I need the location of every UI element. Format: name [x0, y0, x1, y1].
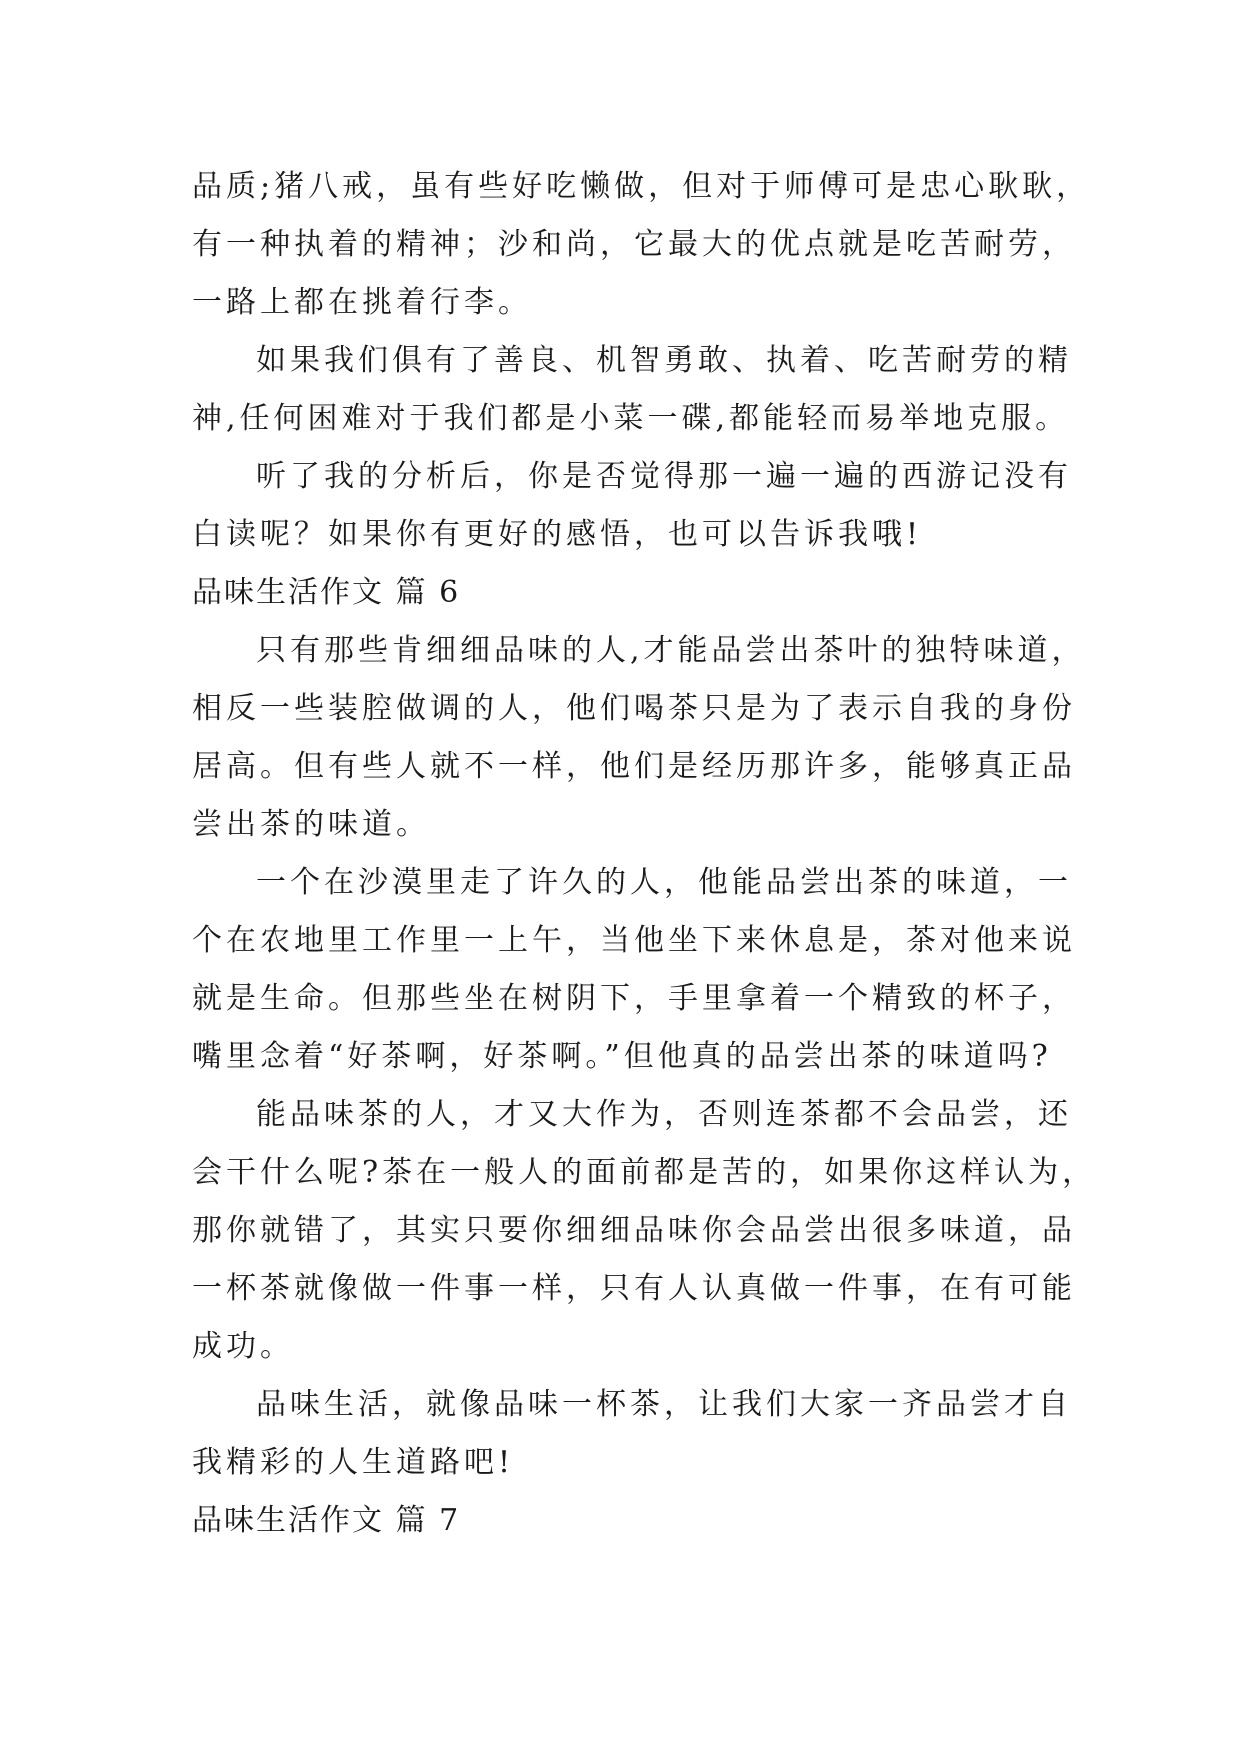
- paragraph-first-line: 如果我们俱有了善良、机智勇敢、执着、吃苦耐劳的精: [256, 343, 1072, 378]
- paragraph-first-line: 品味生活，就像品味一杯茶，让我们大家一齐品尝才自: [256, 1387, 1072, 1422]
- text-line: 神,任何困难对于我们都是小菜一碟,都能轻而易举地克服。: [192, 401, 1070, 436]
- text-line: 我精彩的人生道路吧!: [192, 1445, 515, 1480]
- paragraph-first-line: 能品味茶的人，才又大作为，否则连茶都不会品尝，还: [256, 1097, 1072, 1132]
- section-heading: 品味生活作文 篇 6: [192, 575, 461, 610]
- text-line: 就是生命。但那些坐在树阴下，手里拿着一个精致的杯子，: [192, 981, 1076, 1016]
- text-line: 白读呢？如果你有更好的感悟，也可以告诉我哦!: [192, 517, 923, 552]
- text-line: 品质;猪八戒，虽有些好吃懒做，但对于师傅可是忠心耿耿，: [192, 169, 1091, 204]
- text-line: 那你就错了，其实只要你细细品味你会品尝出很多味道，品: [192, 1213, 1076, 1248]
- text-line: 一路上都在挑着行李。: [192, 285, 532, 320]
- paragraph-first-line: 只有那些肯细细品味的人,才能品尝出茶叶的独特味道，: [256, 633, 1086, 668]
- document-body: [192, 158, 1097, 1550]
- text-line: 居高。但有些人就不一样，他们是经历那许多，能够真正品: [192, 749, 1076, 784]
- text-line: 个在农地里工作里一上午，当他坐下来休息是，茶对他来说: [192, 923, 1076, 958]
- paragraph-first-line: 一个在沙漠里走了许久的人，他能品尝出茶的味道，一: [256, 865, 1072, 900]
- text-line: 嘴里念着“好茶啊，好茶啊。”但他真的品尝出茶的味道吗?: [192, 1039, 1052, 1074]
- paragraph-first-line: 听了我的分析后，你是否觉得那一遍一遍的西游记没有: [256, 459, 1072, 494]
- section-heading: 品味生活作文 篇 7: [192, 1503, 461, 1538]
- text-line: 成功。: [192, 1329, 294, 1364]
- text-line: 有一种执着的精神；沙和尚，它最大的优点就是吃苦耐劳，: [192, 227, 1076, 262]
- text-line: 会干什么呢?茶在一般人的面前都是苦的，如果你这样认为，: [192, 1155, 1097, 1190]
- text-line: 相反一些装腔做调的人，他们喝茶只是为了表示自我的身份: [192, 691, 1076, 726]
- text-line: 一杯茶就像做一件事一样，只有人认真做一件事，在有可能: [192, 1271, 1076, 1306]
- text-line: 尝出茶的味道。: [192, 807, 430, 842]
